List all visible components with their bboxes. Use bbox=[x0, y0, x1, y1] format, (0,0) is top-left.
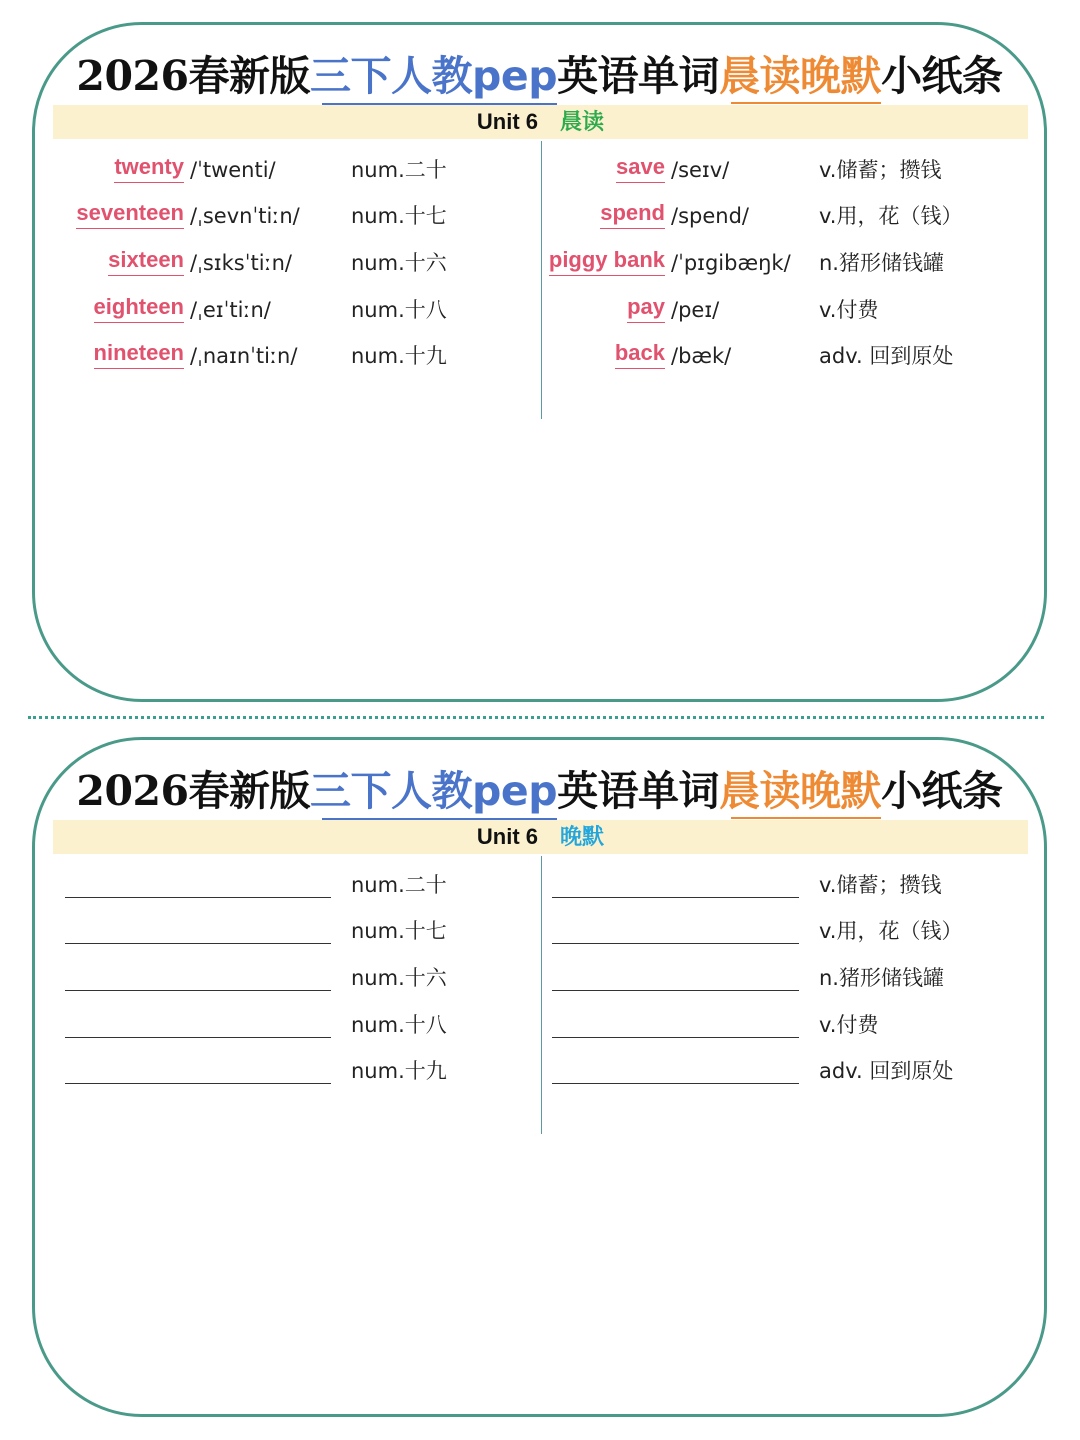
vocab-row bbox=[35, 245, 1044, 281]
title-reading-mode: 晨读晚默 bbox=[719, 52, 882, 100]
vocab-meaning: num.十八 bbox=[351, 1013, 447, 1037]
vocab-word: twenty bbox=[114, 152, 184, 183]
vocab-meaning: num.十九 bbox=[351, 344, 447, 368]
vocab-meaning: v.付费 bbox=[819, 1013, 879, 1037]
vocab-word: save bbox=[616, 152, 665, 183]
vocab-row bbox=[35, 338, 1044, 374]
answer-blank-line[interactable] bbox=[552, 897, 799, 898]
vocab-phonetic: /spend/ bbox=[671, 204, 749, 228]
vocab-row bbox=[35, 292, 1044, 328]
unit-header-bar bbox=[53, 820, 1028, 854]
mode-label: 晚默 bbox=[560, 825, 605, 850]
vocab-word: spend bbox=[600, 198, 665, 229]
vocab-meaning: num.十六 bbox=[351, 251, 447, 275]
vocab-word: piggy bank bbox=[549, 245, 665, 276]
vocab-meaning: num.十六 bbox=[351, 966, 447, 990]
vocab-meaning: num.二十 bbox=[351, 158, 447, 182]
vocab-meaning: n.猪形储钱罐 bbox=[819, 966, 944, 990]
vocab-phonetic: /ˌsevnˈtiːn/ bbox=[190, 204, 300, 228]
vocab-phonetic: /bæk/ bbox=[671, 344, 732, 368]
evening-dictation-card bbox=[32, 737, 1047, 1417]
title-subject: 英语单词 bbox=[557, 767, 720, 815]
vocab-word: back bbox=[615, 338, 665, 369]
dictation-row bbox=[35, 960, 1044, 996]
vocab-meaning: adv. 回到原处 bbox=[819, 344, 954, 368]
vocab-meaning: v.储蓄；攒钱 bbox=[819, 158, 942, 182]
vocab-meaning: num.二十 bbox=[351, 873, 447, 897]
title-reading-mode: 晨读晚默 bbox=[719, 767, 882, 815]
vocab-meaning: num.十九 bbox=[351, 1059, 447, 1083]
title-year-edition: 2026春新版 bbox=[76, 52, 311, 100]
vocab-meaning: num.十七 bbox=[351, 919, 447, 943]
vocab-phonetic: /seɪv/ bbox=[671, 158, 730, 182]
vocab-meaning: v.付费 bbox=[819, 298, 879, 322]
vocab-meaning: v.用，花（钱） bbox=[819, 204, 963, 228]
page-title bbox=[35, 43, 1044, 102]
vocab-word: pay bbox=[627, 292, 665, 323]
vocab-meaning: n.猪形储钱罐 bbox=[819, 251, 944, 275]
unit-label: Unit 6 bbox=[476, 824, 539, 849]
vocab-word: nineteen bbox=[94, 338, 184, 369]
vocab-meaning: num.十八 bbox=[351, 298, 447, 322]
vocab-phonetic: /ˌeɪˈtiːn/ bbox=[190, 298, 271, 322]
dotted-separator bbox=[28, 716, 1044, 719]
vocab-phonetic: /ˈtwenti/ bbox=[190, 158, 276, 182]
vocab-meaning: num.十七 bbox=[351, 204, 447, 228]
page-title bbox=[35, 758, 1044, 817]
vocab-meaning: adv. 回到原处 bbox=[819, 1059, 954, 1083]
answer-blank-line[interactable] bbox=[552, 943, 799, 944]
vocab-word: eighteen bbox=[94, 292, 184, 323]
title-year-edition: 2026春新版 bbox=[76, 767, 311, 815]
answer-blank-line[interactable] bbox=[552, 990, 799, 991]
unit-header-bar bbox=[53, 105, 1028, 139]
answer-blank-line[interactable] bbox=[552, 1037, 799, 1038]
vocab-phonetic: /ˌsɪksˈtiːn/ bbox=[190, 251, 292, 275]
title-subject: 英语单词 bbox=[557, 52, 720, 100]
vocab-meaning: v.用，花（钱） bbox=[819, 919, 963, 943]
unit-label: Unit 6 bbox=[476, 109, 539, 134]
vocab-word: seventeen bbox=[76, 198, 184, 229]
morning-reading-card bbox=[32, 22, 1047, 702]
vocab-phonetic: /peɪ/ bbox=[671, 298, 720, 322]
mode-label: 晨读 bbox=[560, 110, 605, 135]
vocab-meaning: v.储蓄；攒钱 bbox=[819, 873, 942, 897]
dictation-row bbox=[35, 867, 1044, 903]
vocab-phonetic: /ˌnaɪnˈtiːn/ bbox=[190, 344, 298, 368]
title-note: 小纸条 bbox=[881, 767, 1003, 815]
vocab-phonetic: /ˈpɪgibæŋk/ bbox=[671, 251, 791, 275]
vocab-row bbox=[35, 152, 1044, 188]
dictation-row bbox=[35, 1007, 1044, 1043]
vocab-word: sixteen bbox=[108, 245, 184, 276]
title-textbook: 三下人教pep bbox=[310, 52, 558, 100]
title-textbook: 三下人教pep bbox=[310, 767, 558, 815]
dictation-row bbox=[35, 1053, 1044, 1089]
answer-blank-line[interactable] bbox=[552, 1083, 799, 1084]
dictation-row bbox=[35, 913, 1044, 949]
vocab-row bbox=[35, 198, 1044, 234]
title-note: 小纸条 bbox=[881, 52, 1003, 100]
